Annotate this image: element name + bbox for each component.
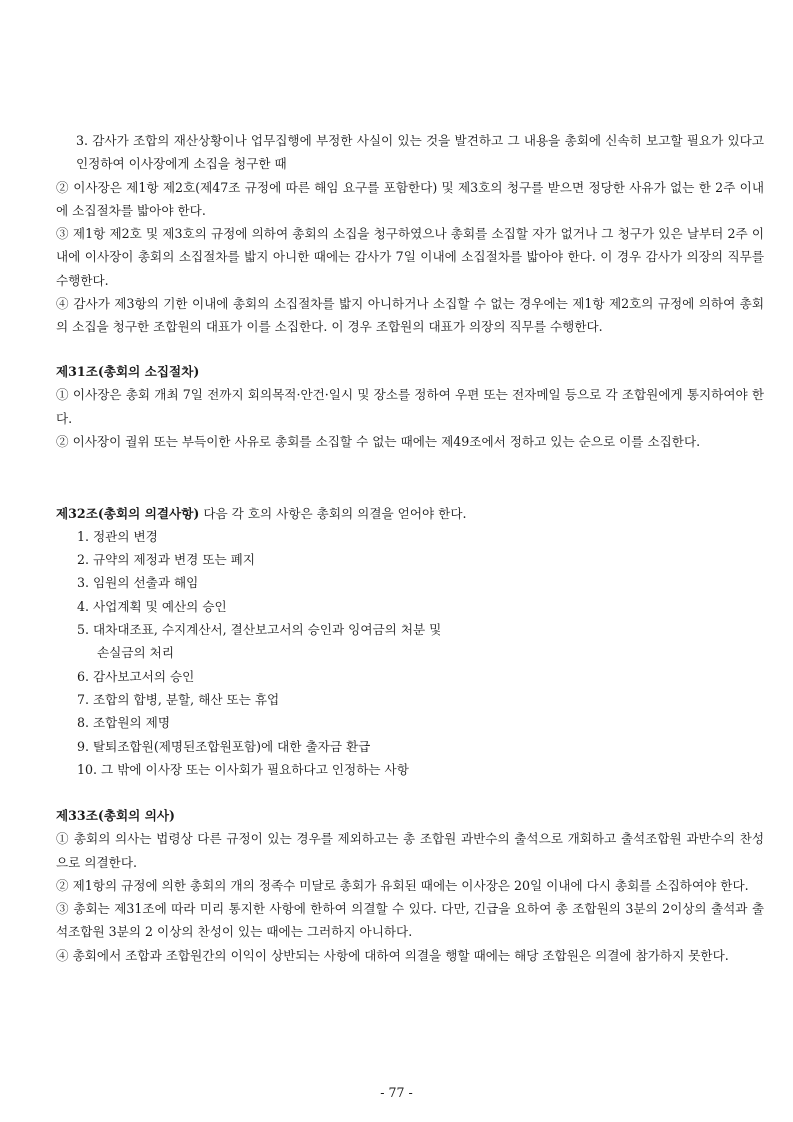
list-item: 6. 감사보고서의 승인	[77, 669, 195, 684]
article30-continuation	[56, 129, 764, 339]
paragraph-3: ③ 제1항 제2호 및 제3호의 규정에 의하여 총회의 소집을 청구하였으나 총회를 소집할 자가 없거나 그 청구가 있은 날부터 2주 이내에 이사장이 총회의 소집절차를 밟지 아니한 때에는 감사가 7일 이내에 소집절차를 밟아야 한다. 이 경우 감사가 의장의 직무를 수행한다.	[56, 226, 764, 288]
paragraph-2: ② 이사장은 제1항 제2호(제47조 규정에 따른 해임 요구를 포함한다) 및 제3호의 청구를 받으면 정당한 사유가 없는 한 2주 이내에 소집절차를 밟아야 한다.	[56, 179, 764, 218]
article-33-title: 제33조(총회의 의사)	[56, 808, 175, 823]
list-item: 1. 정관의 변경	[77, 529, 158, 544]
article-31-paragraph-1: ① 이사장은 총회 개최 7일 전까지 회의목적·안건·일시 및 장소를 정하여 우편 또는 전자메일 등으로 각 조합원에게 통지하여야 한다.	[56, 387, 764, 426]
article-33	[56, 804, 764, 967]
article-32-header	[56, 502, 764, 525]
list-item: 5. 대차대조표, 수지계산서, 결산보고서의 승인과 잉여금의 처분 및	[77, 622, 442, 637]
article-33-paragraph-1: ① 총회의 의사는 법령상 다른 규정이 있는 경우를 제외하고는 총 조합원 과반수의 출석으로 개회하고 출석조합원 과반수의 찬성으로 의결한다.	[56, 831, 764, 870]
list-item: 7. 조합의 합병, 분할, 해산 또는 휴업	[77, 692, 280, 707]
list-item: 10. 그 밖에 이사장 또는 이사회가 필요하다고 인정하는 사항	[77, 762, 409, 777]
article-33-paragraph-3: ③ 총회는 제31조에 따라 미리 통지한 사항에 한하여 의결할 수 있다. 다만, 긴급을 요하여 총 조합원의 3분의 2이상의 출석과 출석조합원 3분의 2 이상의 찬성이 있는 때에는 그러하지 아니하다.	[56, 901, 764, 940]
page-number: - 77 -	[380, 1085, 413, 1100]
list-item: 9. 탈퇴조합원(제명된조합원포함)에 대한 출자금 환급	[77, 739, 371, 754]
list-item: 4. 사업계획 및 예산의 승인	[77, 599, 227, 614]
article-32-title: 제32조(총회의 의결사항)	[56, 506, 200, 521]
article-31	[56, 360, 764, 453]
article-31-title: 제31조(총회의 소집절차)	[56, 364, 200, 379]
article-33-paragraph-4: ④ 총회에서 조합과 조합원간의 이익이 상반되는 사항에 대하여 의결을 행할 때에는 해당 조합원은 의결에 참가하지 못한다.	[56, 947, 729, 963]
list-item-continuation: 손실금의 처리	[97, 645, 174, 660]
list-item: 2. 규약의 제정과 변경 또는 폐지	[77, 552, 256, 567]
article-32-lead: 다음 각 호의 사항은 총회의 의결을 얻어야 한다.	[199, 506, 467, 521]
article-31-paragraph-2: ② 이사장이 궐위 또는 부득이한 사유로 총회를 소집할 수 없는 때에는 제49조에서 정하고 있는 순으로 이를 소집한다.	[56, 433, 701, 449]
paragraph-item-3: 3. 감사가 조합의 재산상황이나 업무집행에 부정한 사실이 있는 것을 발견하고 그 내용을 총회에 신속히 보고할 필요가 있다고 인정하여 이사장에게 소집을 청구한 때	[76, 133, 764, 172]
list-item: 8. 조합원의 제명	[77, 715, 171, 730]
article-33-paragraph-2: ② 제1항의 규정에 의한 총회의 개의 정족수 미달로 총회가 유회된 때에는 이사장은 20일 이내에 다시 총회를 소집하여야 한다.	[56, 877, 749, 893]
list-item: 3. 임원의 선출과 해임	[77, 575, 199, 590]
paragraph-4: ④ 감사가 제3항의 기한 이내에 총회의 소집절차를 밟지 아니하거나 소집할 수 없는 경우에는 제1항 제2호의 규정에 의하여 총회의 소집을 청구한 조합원의 대표가 이를 소집한다. 이 경우 조합원의 대표가 의장의 직무를 수행한다.	[56, 296, 764, 335]
